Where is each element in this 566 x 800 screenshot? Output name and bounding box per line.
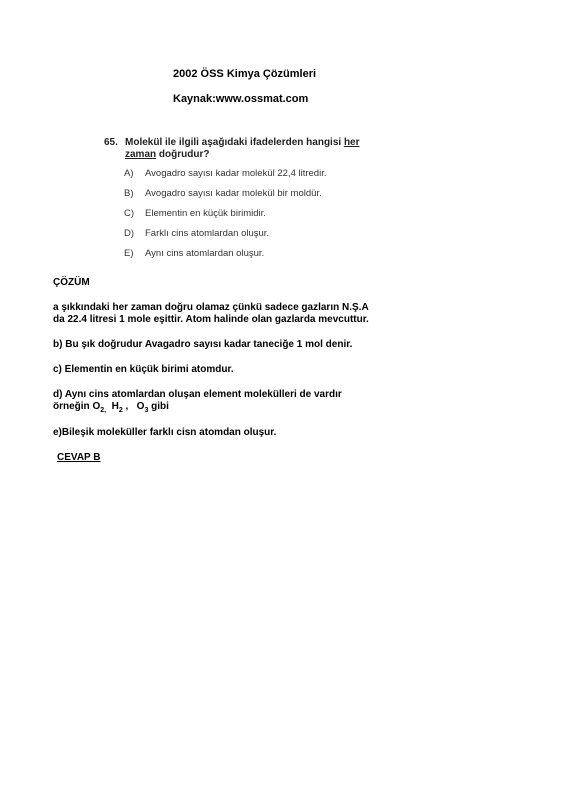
d-text-prefix: örneğin O [53, 401, 101, 412]
option-d [124, 228, 269, 239]
option-c [124, 208, 266, 219]
solution-paragraph-d [53, 389, 433, 417]
solution-title: ÇÖZÜM [53, 277, 90, 288]
option-letter: E) [124, 248, 134, 259]
document-title: 2002 ÖSS Kimya Çözümleri [173, 68, 317, 80]
solution-paragraph-e: e)Bileşik moleküller farklı cisn atomdan oluşur. [53, 427, 277, 438]
option-letter: A) [124, 168, 134, 179]
question-text [125, 137, 385, 161]
d-text-mid2: , O [122, 401, 145, 412]
question-underlined-her: her [343, 137, 360, 148]
option-text: Avogadro sayısı kadar molekül 22,4 litredir. [145, 168, 327, 179]
option-text: Elementin en küçük birimidir. [145, 208, 266, 219]
option-a [124, 168, 326, 179]
question-number: 65. [104, 137, 118, 148]
question-text-part1: Molekül ile ilgili aşağıdaki ifadelerden hangisi [125, 137, 344, 148]
d-text-suffix: gibi [148, 401, 169, 412]
solution-paragraph-b: b) Bu şık doğrudur Avagadro sayısı kadar taneciğe 1 mol denir. [53, 339, 353, 350]
option-letter: D) [124, 228, 135, 239]
d-subscript-2: 2 [118, 407, 123, 414]
option-e [124, 248, 264, 259]
source-line: Kaynak:www.ossmat.com [173, 93, 309, 105]
solution-d-line1: d) Aynı cins atomlardan oluşan element molekülleri de vardır [53, 389, 342, 400]
d-text-mid1: H [106, 401, 119, 412]
solution-paragraph-a [53, 302, 433, 326]
answer-label: CEVAP B [57, 452, 101, 463]
question-text-part2: doğrudur? [156, 149, 210, 160]
solution-a-line2: da 22.4 litresi 1 mole eşittir. Atom halinde olan gazlarda mevcuttur. [53, 314, 369, 325]
solution-d-line2 [53, 401, 433, 417]
d-subscript-1: 2, [100, 407, 107, 414]
option-text: Farklı cins atomlardan oluşur. [145, 228, 270, 239]
solution-a-line1: a şıkkındaki her zaman doğru olamaz çünkü sadece gazların N.Ş.A [53, 302, 369, 313]
d-subscript-3: 3 [144, 407, 149, 414]
question-underlined-zaman: zaman [125, 149, 157, 160]
option-letter: C) [124, 208, 135, 219]
option-text: Avogadro sayısı kadar molekül bir moldür. [145, 188, 322, 199]
solution-paragraph-c: c) Elementin en küçük birimi atomdur. [53, 364, 234, 375]
option-letter: B) [124, 188, 134, 199]
option-text: Aynı cins atomlardan oluşur. [145, 248, 265, 259]
option-b [124, 188, 322, 199]
